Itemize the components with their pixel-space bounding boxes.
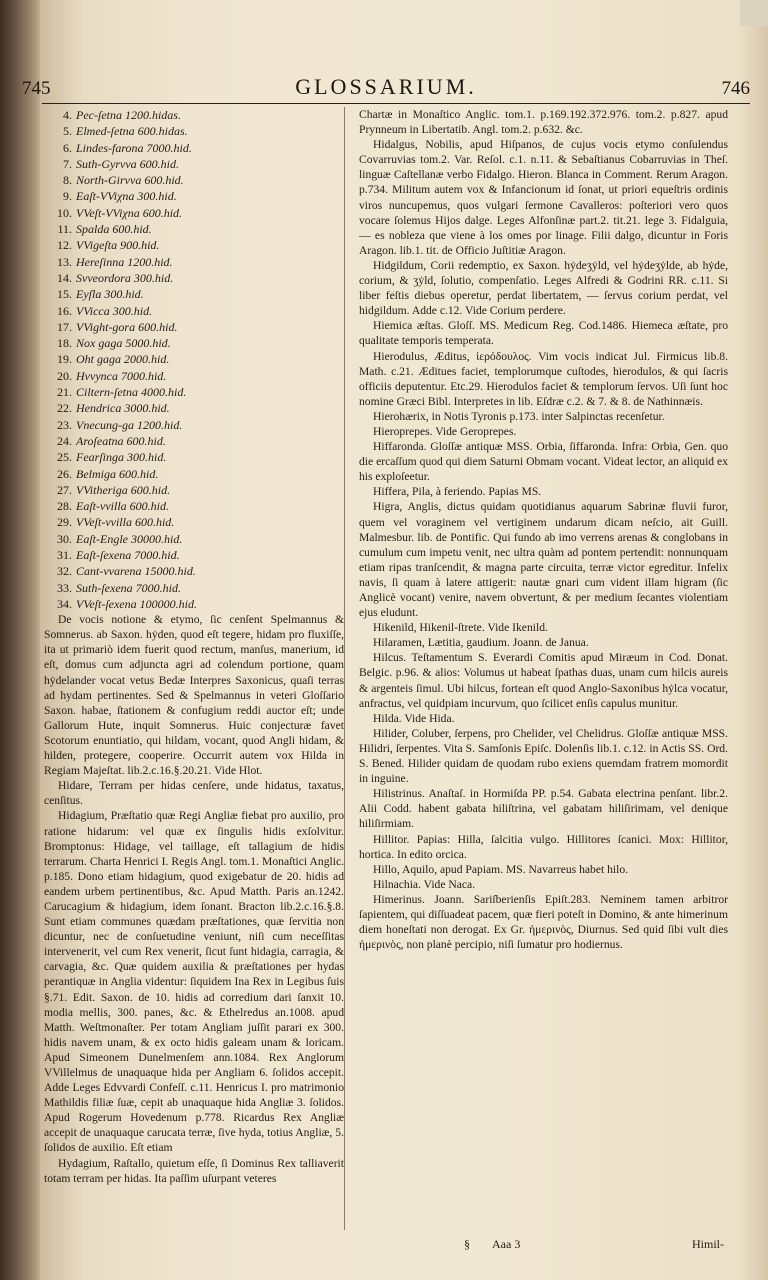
list-item-text: Nox gaga 5000.hid. (76, 336, 171, 351)
list-item-text: Oht gaga 2000.hid. (76, 352, 170, 367)
list-item-number: 14. (57, 270, 72, 285)
list-item (44, 433, 344, 449)
list-item-number: 5. (63, 124, 72, 139)
list-item-number: 17. (57, 319, 72, 334)
list-item (44, 319, 344, 335)
list-item-number: 33. (57, 580, 72, 595)
paragraph: Chartæ in Monaſtico Anglic. tom.1. p.169.192.372.976. tom.2. p.827. apud Prynneum in Libertatib. Angl. tom.2. p.632. &c. (359, 108, 728, 137)
book-binding-edge (0, 0, 42, 1280)
list-item-number: 6. (63, 140, 72, 155)
paragraph: Hierohærix, in Notis Tyronis p.173. inter Salpinctas recenſetur. (373, 409, 665, 423)
list-item (44, 254, 344, 270)
list-item-text: Svveordora 300.hid. (76, 270, 174, 285)
list-item (44, 563, 344, 579)
paragraph: Higra, Anglis, dictus quidam quotidianus aquarum Sabrinæ fluvii furor, quem vel voraginem vel vertiginem undarum dicam neſcio, ait Guill. Malmesbur. lib. de Pontific. Qui fundo ab imo verrens arenas & conglobans in cumulum cum impetu venit, nec ultra quàm ad pontem pertendit: nonnunquam etiam ripas tranſcendit, & magna parte circuita, terræ victor egreditur. Infelix navis, ſi quam à latere attigerit: nautæ gnari cum vident illam higram (ſic Anglicè vocant) venire, navem obvertunt, & per medium ſecantes violentiam ejus eludunt. (359, 500, 728, 620)
list-item (44, 335, 344, 351)
list-item-text: Eaſt-Engle 30000.hid. (76, 531, 183, 546)
list-item-text: Eaſt-ſexena 7000.hid. (76, 548, 180, 563)
paragraph: Hilcus. Teſtamentum S. Everardi Comitis apud Miræum in Cod. Donat. Belgic. p.96. & alios: Volumus ut habeat ſpathas duas, unam cum hilcis aureis & argenteis ſimul. Ubi hilcus, fortean eſt quod Anglo-Saxonibus hẏlca vocatur, anfractus, vel quidpiam incurvum, quo ſcilicet enſis capulus munitur. (359, 651, 728, 710)
paragraph: Hilider, Coluber, ſerpens, pro Chelider, vel Chelidrus. Gloſſæ antiquæ MSS. Hilidri, ſerpentes. Vita S. Samſonis Epiſc. Dolenſis lib.1. c.12. in Actis SS. Ord. S. Bened. Hilider quidam de quodam rubo exiens quemdam fratrem momordit in inguine. (359, 726, 728, 786)
paragraph: De vocis notione & etymo, ſic cenſent Spelmannus & Somnerus. ab Saxon. hẏden, quod eſt tegere, hidam pro fluxiſſe, ita ut primariò idem fuerit quod rectum, manſus, manerium, id eſt, domus cum adjuncta agri ad colendum portione, quam hẏdelander vocat vetus Bedæ Interpres Saxonicus, quaſi terras ad hydam pertinentes. Sed & Spelmannus in veteri Gloſſario Saxon. habae, ſtationem & confugium reddi auctor eſt; unde Gallorum Hute, inquit Somnerus. Huic conjecturæ favet Scotorum enuntiatio, qui hildam, vocant, quod Angli hidam, & hilden, protegere, cooperire. Occurrit autem vox Hilda in Regiam Majeſtat. lib.2.c.16.§.20.21. Vide Hlot. (44, 613, 344, 778)
list-item-number: 34. (57, 596, 72, 611)
list-item-number: 8. (63, 173, 72, 188)
list-item-number: 9. (63, 189, 72, 204)
list-item-number: 13. (57, 254, 72, 269)
header-rule (42, 103, 750, 104)
list-item-text: Eaſt-vvilla 600.hid. (76, 499, 169, 514)
list-item-text: Eyſla 300.hid. (76, 287, 144, 302)
list-item-text: VVight-gora 600.hid. (76, 319, 178, 334)
list-item-number: 30. (57, 531, 72, 546)
list-item (44, 498, 344, 514)
paragraph: Hilda. Vide Hida. (373, 711, 455, 725)
list-item-text: VVeſt-VViχna 600.hid. (76, 205, 183, 220)
list-item-text: Belmiga 600.hid. (76, 466, 159, 481)
list-item-number: 15. (57, 287, 72, 302)
signature: Aaa 3 (492, 1237, 521, 1251)
catchword: Himil- (692, 1237, 724, 1251)
list-item-text: VVitheriga 600.hid. (76, 482, 171, 497)
list-item-number: 12. (57, 238, 72, 253)
list-item-number: 7. (63, 156, 72, 171)
list-item (44, 531, 344, 547)
list-item-text: Ciltern-ſetna 4000.hid. (76, 385, 187, 400)
list-item (44, 140, 344, 156)
list-item (44, 303, 344, 319)
paragraph: Hilistrinus. Anaſtaſ. in Hormiſda PP. p.54. Gabata electrina penſant. libr.2. Alii Codd. habent gabata hiliſtrina, vel gabatam hiliſirimam, vel denique hiliſirmiam. (359, 787, 728, 831)
paragraph: Hiffera, Pila, à feriendo. Papias MS. (373, 485, 542, 499)
list-item-number: 28. (57, 499, 72, 514)
list-item (44, 482, 344, 498)
left-column-text (44, 612, 344, 1186)
list-item (44, 156, 344, 172)
list-item-text: VVicca 300.hid. (76, 303, 153, 318)
list-item-number: 10. (57, 205, 72, 220)
corner-tab (740, 0, 768, 26)
list-item-text: North-Girvva 600.hid. (76, 173, 184, 188)
right-column-text (359, 107, 728, 952)
paragraph: Hilaramen, Lætitia, gaudium. Joann. de Janua. (373, 636, 589, 650)
list-item-text: Hvvynca 7000.hid. (76, 368, 167, 383)
list-item-number: 19. (57, 352, 72, 367)
paragraph: Hidgildum, Corii redemptio, ex Saxon. hẏdeʒẏld, vel hẏdeʒẏlde, ab hẏde, corium, & ʒẏld, ſolutio, compenſatio. Leges Alfredi & Godrini RR. c.11. Si liber feſtis diebus operetur, perdat libertatem, — ſervus corium perdat, vel hidgildum. Adde c.12. Vide Corium perdere. (359, 258, 728, 318)
list-item (44, 351, 344, 367)
list-item-number: 18. (57, 336, 72, 351)
left-page-number: 745 (22, 78, 51, 99)
list-item (44, 221, 344, 237)
paragraph: Hidagium, Præſtatio quæ Regi Angliæ fiebat pro auxilio, pro ratione hidarum: vel quæ ex ſingulis hidis exſolvitur. Bromptonus: Hidage, vel taillage, eſt tallagium de hidis terrarum. Charta Henrici I. Regis Angl. tom.1. Monaſtici Anglic. p.185. Dono etiam hidagium, quod exigebatur de 20. hidis ad eandem urbem pertinentibus, &c. Apud Matth. Paris an.1242. Carucagium & hidagium, idem ſonant. Bracton lib.2.c.16.§.8. Sunt etiam communes quædam præſtationes, quæ ſervitia non dicuntur, nec de conſuetudine veniunt, niſi cum neceſſitas intervenerit, vel cum Rex venerit, ſicut ſunt hidagia, carragia, & carvagia, &c. Quæ quidem auxilia & præſtationes per hydas perantiquæ in Anglia videntur: ſiquidem Ina Rex in Legibus ſuis §.71. Edit. Saxon. de 10. hidis ad corredium dari ſanxit 10. modia mellis, 300. panes, &c. & Ethelredus an.1008. apud Matth. Weſtmonaſter. Per totam Angliam juſſit parari ex 300. hidis navem unam, & ex octo hidis galeam unam & loricam. Apud Simeonem Dunelmenſem ann.1084. Rex Anglorum VVillelmus de unaquaque hida per Angliam 6. ſolidos accepit. Adde Leges Edvvardi Confeſſ. c.11. Henricus I. pro matrimonio Mathildis filiæ ſuæ, cepit ab unaquaque hida Angliæ 3. ſolidos. Apud Rogerum Hovedenum p.778. Ricardus Rex Angliæ accepit de unaquaque carucata terræ, ſive hyda, totius Angliæ, 5. ſolidos de auxilio. Eſt etiam (44, 809, 344, 1155)
paragraph: Hilnachia. Vide Naca. (373, 877, 476, 891)
list-item (44, 466, 344, 482)
list-item-number: 22. (57, 401, 72, 416)
running-header (22, 74, 750, 104)
paragraph: Hierodulus, Æditus, ἱερόδουλος. Vim vocis indicat Jul. Firmicus lib.8. Math. c.21. Æditues faciet, templorumque cuſtodes, hierodulos, & qui ſacris officiis deputentur. Etc.29. Hierodulos faciet & templorum ſervos. Uſi ſunt hoc nomine Græci Bibl. Interpretes in lib. Eſdræ c.2. & 7. & 8. de Nathinnæis. (359, 349, 728, 408)
list-item-text: Hereſinna 1200.hid. (76, 254, 173, 269)
list-item-text: VVeſt-vvilla 600.hid. (76, 515, 175, 530)
paragraph: Hydagium, Raſtallo, quietum eſſe, ſi Dominus Rex talliaverit totam terram per hidas. Ita paſſim uſurpant veteres (44, 1156, 344, 1185)
list-item (44, 188, 344, 204)
list-item (44, 400, 344, 416)
signature-mark: § (464, 1237, 470, 1251)
list-item (44, 237, 344, 253)
list-item (44, 417, 344, 433)
page-title: GLOSSARIUM. (295, 74, 477, 99)
list-item (44, 368, 344, 384)
list-item (44, 286, 344, 302)
list-item-text: VVigeſta 900.hid. (76, 238, 160, 253)
list-item-text: Hendrica 3000.hid. (76, 401, 170, 416)
hidarum-list (44, 107, 344, 612)
right-page-number: 746 (721, 78, 750, 99)
list-item-text: Pec-ſetna 1200.hidas. (76, 108, 181, 122)
list-item (44, 580, 344, 596)
left-column (44, 107, 344, 1186)
list-item-text: Spalda 600.hid. (76, 222, 152, 237)
list-item-number: 23. (57, 417, 72, 432)
list-item (44, 107, 344, 123)
list-item (44, 205, 344, 221)
list-item-number: 31. (57, 548, 72, 563)
list-item-number: 20. (57, 368, 72, 383)
list-item (44, 514, 344, 530)
list-item-text: Vnecung-ga 1200.hid. (76, 417, 183, 432)
list-item-number: 11. (57, 222, 72, 237)
list-item (44, 123, 344, 139)
list-item-number: 4. (63, 108, 72, 122)
paragraph: Hidalgus, Nobilis, apud Hiſpanos, de cujus vocis etymo conſulendus Covarruvias tom.2. Var. Reſol. c.1. n.11. & Sebaſtianus Cobarruvias in Theſ. linguæ Caſtellanæ verbo Fidalgo. Hieron. Blanca in Comment. Rerum Aragon. p.734. Militum autem vox & Infancionum id ſonat, ut priori equeſtris ordinis viros nuncupemus, quos vulgari ſermone Cavalleros: poſteriori vero quos vocare ſolemus Hijos dalge. Leges Alfonſinæ part.2. tit.21. lege 3. Fidalguia, — es nobleza que viene à los omes por linage. Filii dalgo, dicuntur in Foris Aragon. lib.1. tit. de Officio Juſtitiæ Aragon. (359, 138, 728, 257)
list-item-text: Elmed-ſetna 600.hidas. (76, 124, 188, 139)
list-item-text: Aroſeatna 600.hid. (76, 433, 166, 448)
list-item-text: Suth-Gyrvva 600.hid. (76, 156, 179, 171)
list-item-text: Lindes-farona 7000.hid. (76, 140, 192, 155)
list-item-number: 27. (57, 482, 72, 497)
paragraph: Hieroprepes. Vide Geroprepes. (373, 424, 517, 438)
paragraph: Himerinus. Joann. Sariſberienſis Epiſt.283. Neminem tamen arbitror ſapientem, qui diſſuadeat pacem, quæ fieri poteſt in Domino, & ante himerinum diem honeſtati non derogat. Ex Gr. ἡμερινὸς, Diurnus. Sed quid ſibi vult dies ἡμερινὸς, non planè percipio, niſi ſumatur pro hodiernus. (359, 892, 728, 952)
list-item (44, 596, 344, 612)
list-item-number: 29. (57, 515, 72, 530)
list-item-text: Fearſinga 300.hid. (76, 450, 167, 465)
list-item-text: Eaſt-VViχna 300.hid. (76, 189, 177, 204)
list-item (44, 449, 344, 465)
list-item-number: 25. (57, 450, 72, 465)
list-item (44, 384, 344, 400)
paragraph: Hidare, Terram per hidas cenſere, unde hidatus, taxatus, cenſitus. (44, 779, 344, 808)
list-item (44, 547, 344, 563)
list-item-text: Suth-ſexena 7000.hid. (76, 580, 181, 595)
list-item-text: Cant-vvarena 15000.hid. (76, 564, 196, 579)
right-column (344, 107, 728, 1230)
list-item (44, 172, 344, 188)
list-item-number: 21. (57, 385, 72, 400)
paragraph: Hillo, Aquilo, apud Papiam. MS. Navarreus habet hilo. (373, 862, 629, 876)
paragraph: Hikenild, Hikenil-ſtrete. Vide Ikenild. (373, 621, 548, 635)
paragraph: Hiemica æſtas. Gloſſ. MS. Medicum Reg. Cod.1486. Hiemeca æſtate, pro qualitate temporis temperata. (359, 319, 728, 348)
paragraph: Hiffaronda. Gloſſæ antiquæ MSS. Orbia, ſiffaronda. Infra: Orbia, Gen. quo die ercaſſum quod qui diem Saturni Obmam vocant. Videat lector, an aliquid ex his exploſeetur. (359, 440, 728, 484)
list-item-number: 26. (57, 466, 72, 481)
list-item-number: 24. (57, 433, 72, 448)
list-item-number: 32. (57, 564, 72, 579)
list-item-text: VVeſt-ſexena 100000.hid. (76, 596, 197, 611)
paragraph: Hillitor. Papias: Hilla, ſalcitia vulgo. Hillitores ſcanici. Mox: Hillitor, hortica. In edito orcica. (359, 832, 728, 861)
list-item (44, 270, 344, 286)
list-item-number: 16. (57, 303, 72, 318)
